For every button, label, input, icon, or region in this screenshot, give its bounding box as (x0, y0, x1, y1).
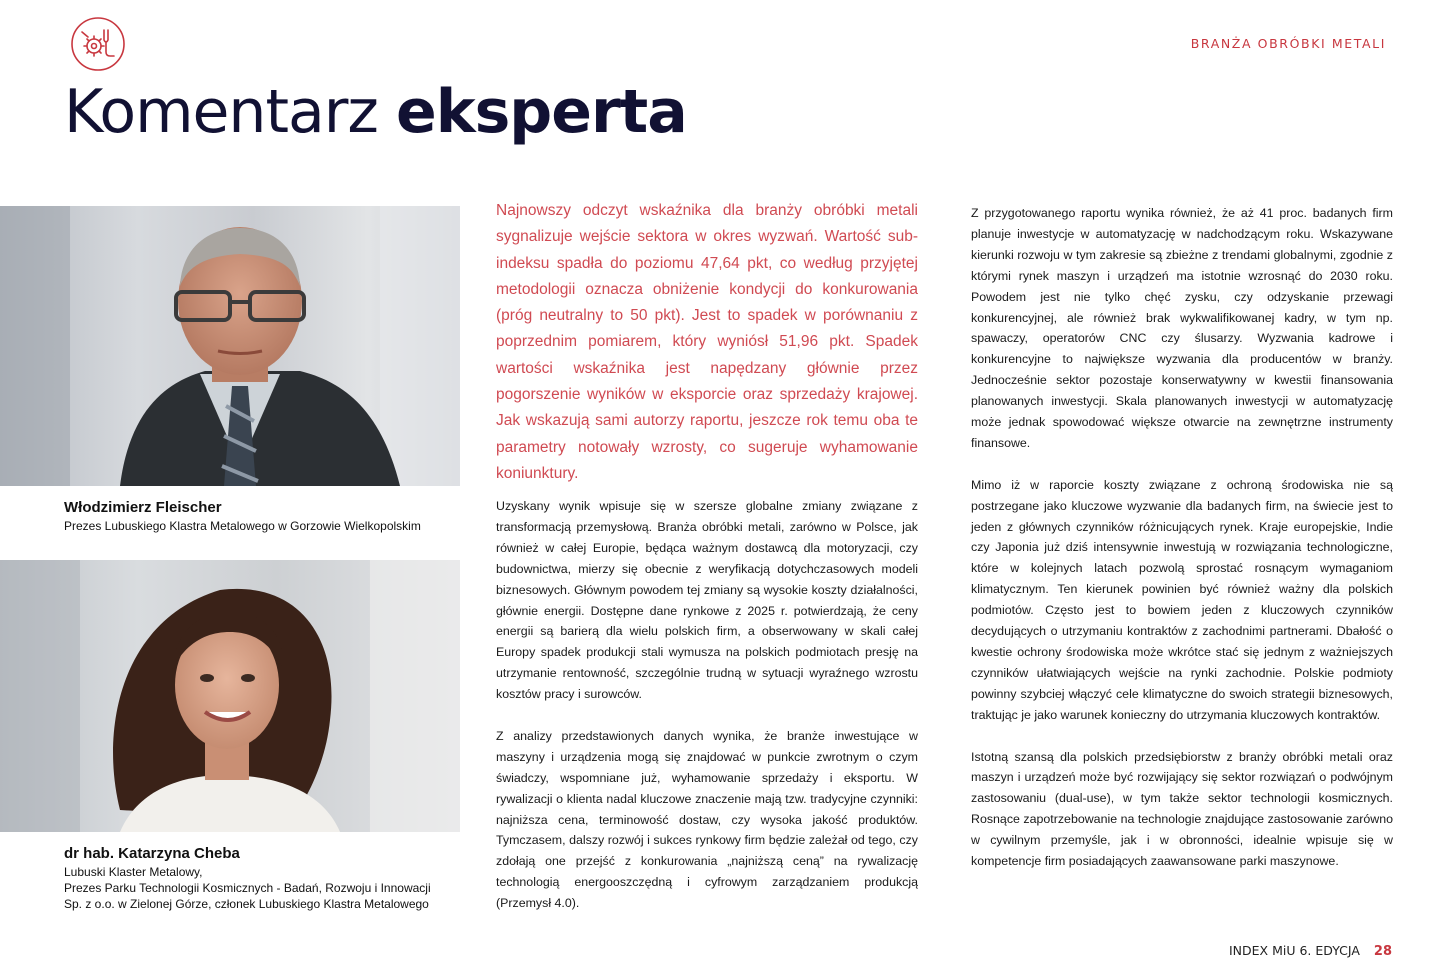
expert-caption-fleischer (64, 498, 464, 534)
publication-name: INDEX MiU 6. EDYCJA (1229, 943, 1360, 958)
article-column-right (971, 203, 1393, 893)
page-title (64, 76, 687, 148)
title-light: Komentarz (64, 77, 378, 147)
page-footer (1229, 943, 1392, 959)
expert-name: Włodzimierz Fleischer (64, 499, 222, 516)
paragraph: Z przygotowanego raportu wynika również, że aż 41 proc. badanych firm planuje inwestycje w automatyzację w nadchodzącym roku. Wskazywane kierunki rozwoju w tym zakresie są zbieżne z trendami globalnymi, zgodnie z którymi rynek maszyn i urządzeń ma istotnie wzrosnąć do 2030 roku. Powodem jest nie tylko chęć zysku, czy odzyskanie przewagi konkurencyjnej, ale również brak wykwalifikowanej kadry, w tym np. spawaczy, operatorów CNC czy ślusarzy. Wyzwania kadrowe i konkurencyjne to największe wyzwania dla producentów w branży. Jednocześnie sektor pozostaje konserwatywny w kwestii finansowania planowanych inwestycji. Skala planowanych inwestycji w automatyzację może jednak spowodować większe otwarcie na zewnętrzne instrumenty finansowe. (971, 206, 1393, 450)
expert-role-line: Prezes Parku Technologii Kosmicznych - Badań, Rozwoju i Innowacji (64, 881, 431, 895)
section-label: BRANŻA OBRÓBKI METALI (1190, 36, 1386, 51)
gear-wrench-icon (70, 16, 126, 72)
page-number: 28 (1373, 944, 1392, 959)
expert-caption-cheba (64, 844, 464, 912)
paragraph: Uzyskany wynik wpisuje się w szersze globalne zmiany związane z transformacją przemysłową. Branża obróbki metali, zarówno w Polsce, jak również w całej Europie, będąca ważnym dostawcą dla motoryzacji, czy budownictwa, mierzy się obecnie z weryfikacją dotychczasowych modeli biznesowych. Głównym powodem tej zmiany są wysokie koszty działalności, głównie energii. Dostępne dane rynkowe z 2025 r. potwierdzają, że ceny energii są barierą dla wielu polskich firm, a obserwowany w skali całej Europy spadek produkcji stali wymusza na polskich podmiotach presję na utrzymanie rentowność, szczególnie trudną w sytuacji wyraźnego wzrostu kosztów pracy i surowców. (496, 499, 918, 702)
expert-photo-cheba (0, 560, 460, 832)
article-column-middle (496, 496, 918, 935)
expert-role: Prezes Lubuskiego Klastra Metalowego w Gorzowie Wielkopolskim (64, 519, 421, 533)
lead-paragraph: Najnowszy odczyt wskaźnika dla branży obróbki metali sygnalizuje wejście sektora w okres wyzwań. Wartość sub-indeksu spadła do poziomu 47,64 pkt, co według przyjętej metodologii oznacza obniżenie kondycji do konkurowania (próg neutralny to 50 pkt). Jest to spadek w porównaniu z poprzednim pomiarem, który wyniósł 51,96 pkt. Spadek wartości wskaźnika jest napędzany głównie przez pogorszenie wyników w eksporcie oraz sprzedaży krajowej. Jak wskazują sami autorzy raportu, jeszcze rok temu oba te parametry notowały wzrosty, co sugeruje wyhamowanie koniunktury. (496, 202, 918, 482)
expert-role-line: Sp. z o.o. w Zielonej Górze, członek Lubuskiego Klastra Metalowego (64, 897, 429, 911)
expert-photo-fleischer (0, 206, 460, 486)
expert-role-line: Lubuski Klaster Metalowy, (64, 865, 203, 879)
paragraph: Z analizy przedstawionych danych wynika, że branże inwestujące w maszyny i urządzenia mogą się znajdować w punkcie zwrotnym o czym świadczy, wspomniane już, wyhamowanie sprzedaży i eksportu. W rywalizacji o klienta nadal kluczowe znaczenie mają tzw. tradycyjne czynniki: najniższa cena, terminowość dostaw, czy wysoka jakość produktów. Tymczasem, dalszy rozwój i sukces rynkowy firm będzie zależał od tego, czy zdołają one przejść z konkurowania „najniższą ceną” na rywalizację technologią energooszczędną i cyfrowym zarządzaniem produkcją (Przemysł 4.0). (496, 728, 918, 911)
title-bold: eksperta (396, 77, 687, 147)
expert-name: dr hab. Katarzyna Cheba (64, 845, 240, 862)
paragraph: Istotną szansą dla polskich przedsiębiorstw z branży obróbki metali oraz maszyn i urządzeń może być rozwijający się sektor rozwiązań o podwójnym zastosowaniu (dual-use), w tym także sektor technologii kosmicznych. Rosnące zapotrzebowanie na technologie znajdujące zastosowanie zarówno w cywilnym przemyśle, jak i w obronności, idealnie wpisuje się w kompetencje firm posiadających zaawansowane parki maszynowe. (971, 749, 1393, 869)
paragraph: Mimo iż w raporcie koszty związane z ochroną środowiska nie są postrzegane jako kluczowe wyzwanie dla badanych firm, na świecie jest to jeden z głównych czynników różnicujących rynek. Kraje europejskie, Indie czy Japonia już dziś intensywnie inwestują w rozwiązania technologiczne, które w kolejnych latach pozwolą sprostać rosnącym wymaganiom klimatycznym. Ten kierunek powinien być również ważny dla polskich podmiotów. Często jest to bowiem jeden z kluczowych czynników decydujących o utrzymaniu kontraktów z zachodnimi partnerami. Dbałość o kwestie ochrony środowiska może wkrótce stać się jednym z ważniejszych czynników ułatwiających wejście na rynki zachodnie. Polskie podmioty powinny szybciej włączyć cele klimatyczne do swoich strategii biznesowych, traktując je jako warunek konieczny do utrzymania kluczowych kontraktów. (971, 477, 1393, 722)
